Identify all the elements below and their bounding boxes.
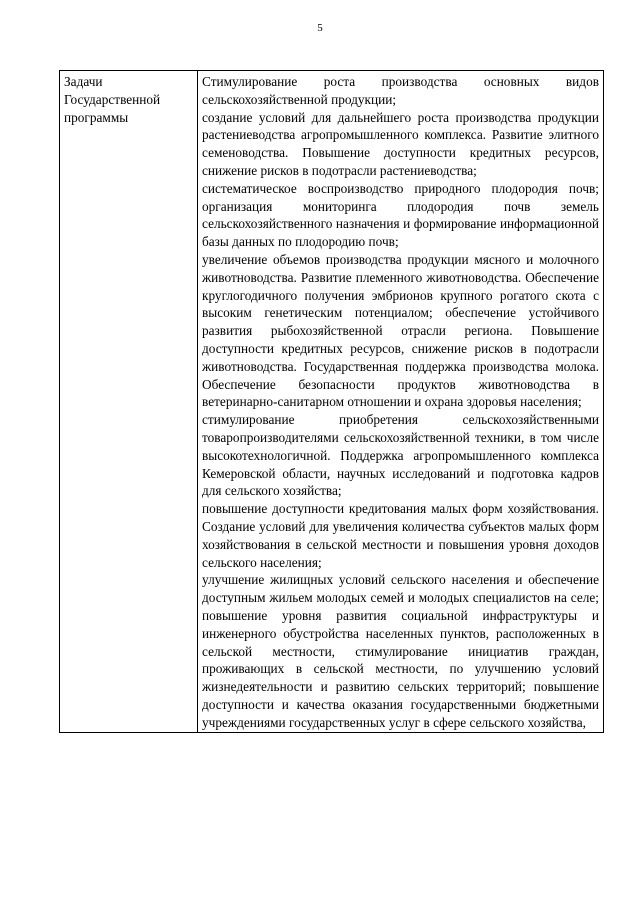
task-paragraph: увеличение объемов производства продукции мясного и молочного животноводства. Развитие племенного животноводства. Обеспечение круглогодичного получения эмбрионов крупного рогатого скота с высоким генетическим потенциалом; обеспечение устойчивого развития рыбохозяйственной отрасли региона. Повышение доступности кредитных ресурсов, снижение рисков в подотрасли животноводства. Государственная поддержка производства молока. Обеспечение безопасности продуктов животноводства в ветеринарно-санитарном отношении и охрана здоровья населения; [202,251,599,410]
task-paragraph: создание условий для дальнейшего роста производства продукции растениеводства агропромышленного комплекса. Развитие элитного семеноводства. Повышение доступности кредитных ресурсов, снижение рисков в подотрасли растениеводства; [202,109,599,178]
task-paragraph: улучшение жилищных условий сельского населения и обеспечение доступным жильем молодых семей и молодых специалистов на селе; повышение уровня развития социальной инфраструктуры и инженерного обустройства населенных пунктов, расположенных в сельской местности, стимулирование инициатив граждан, проживающих в сельской местности, по улучшению условий жизнедеятельности и развитию сельских территорий; повышение доступности и качества оказания государственными бюджетными учреждениями государственных услуг в сфере сельского хозяйства, [202,572,599,730]
program-tasks-table [59,70,604,733]
page-number: 5 [317,22,323,34]
row-content-cell [198,71,604,733]
task-paragraph: систематическое воспроизводство природного плодородия почв; организация мониторинга плодородия почв земель сельскохозяйственного назначения и формирование информационной базы данных по плодородию почв; [202,180,599,250]
task-paragraph: стимулирование приобретения сельскохозяйственными товаропроизводителями сельскохозяйственной техники, в том числе высокотехнологичной. Поддержка агропромышленного комплекса Кемеровской области, научных исследований и подготовка кадров для сельского хозяйства; [202,412,599,499]
table-row [60,71,604,733]
task-paragraph: Стимулирование роста производства основных видов сельскохозяйственной продукции; [202,74,599,107]
row-label-cell: Задачи Государственной программы [60,71,198,733]
task-paragraph: повышение доступности кредитования малых форм хозяйствования. Создание условий для увеличения количества субъектов малых форм хозяйствования в сельской местности и повышения уровня доходов сельского населения; [202,501,599,570]
